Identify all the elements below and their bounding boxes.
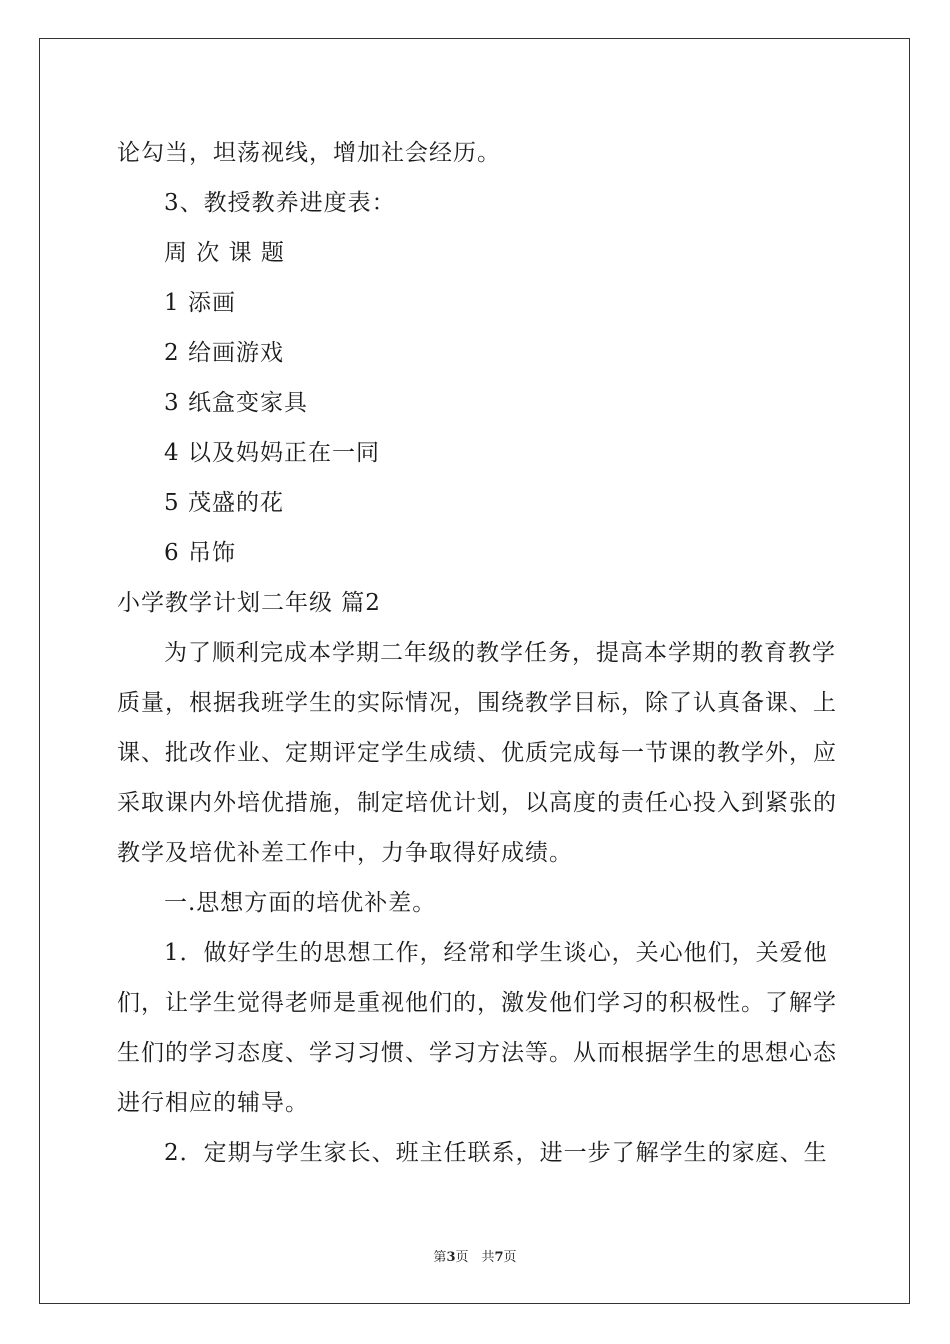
table-header: 周 次 课 题 xyxy=(164,240,285,266)
paragraph-line: 论勾当，坦荡视线，增加社会经历。 xyxy=(117,140,501,166)
page-label-mid: 页 共 xyxy=(455,1250,495,1265)
list-item: 4 以及妈妈正在一同 xyxy=(164,440,380,466)
list-item: 1 添画 xyxy=(164,290,236,316)
page-total: 7 xyxy=(494,1250,504,1265)
paragraph-line: 质量，根据我班学生的实际情况，围绕教学目标，除了认真备课、上 xyxy=(117,690,837,716)
section-heading: 3、教授教养进度表： xyxy=(164,190,396,216)
document-body xyxy=(117,128,837,1178)
list-item: 2 给画游戏 xyxy=(164,340,284,366)
page-label-suffix: 页 xyxy=(503,1250,517,1265)
paragraph-line: 采取课内外培优措施，制定培优计划，以高度的责任心投入到紧张的 xyxy=(117,790,837,816)
page-footer xyxy=(0,1246,950,1265)
paragraph-line: 2．定期与学生家长、班主任联系，进一步了解学生的家庭、生 xyxy=(164,1140,828,1166)
paragraph-line: 1．做好学生的思想工作，经常和学生谈心，关心他们，关爱他 xyxy=(164,940,828,966)
page-label-prefix: 第 xyxy=(433,1250,447,1265)
paragraph-line: 课、批改作业、定期评定学生成绩、优质完成每一节课的教学外，应 xyxy=(117,740,837,766)
page-current: 3 xyxy=(446,1250,456,1265)
paragraph-line: 生们的学习态度、学习习惯、学习方法等。从而根据学生的思想心态 xyxy=(117,1040,837,1066)
paragraph-line: 们，让学生觉得老师是重视他们的，激发他们学习的积极性。了解学 xyxy=(117,990,837,1016)
list-item: 6 吊饰 xyxy=(164,540,236,566)
article-title: 小学教学计划二年级 篇2 xyxy=(117,590,381,616)
paragraph-line: 为了顺利完成本学期二年级的教学任务，提高本学期的教育教学 xyxy=(164,640,836,666)
paragraph-line: 教学及培优补差工作中，力争取得好成绩。 xyxy=(117,840,573,866)
paragraph-line: 进行相应的辅导。 xyxy=(117,1090,309,1116)
section-heading: 一.思想方面的培优补差。 xyxy=(164,890,437,916)
list-item: 5 茂盛的花 xyxy=(164,490,284,516)
list-item: 3 纸盒变家具 xyxy=(164,390,308,416)
